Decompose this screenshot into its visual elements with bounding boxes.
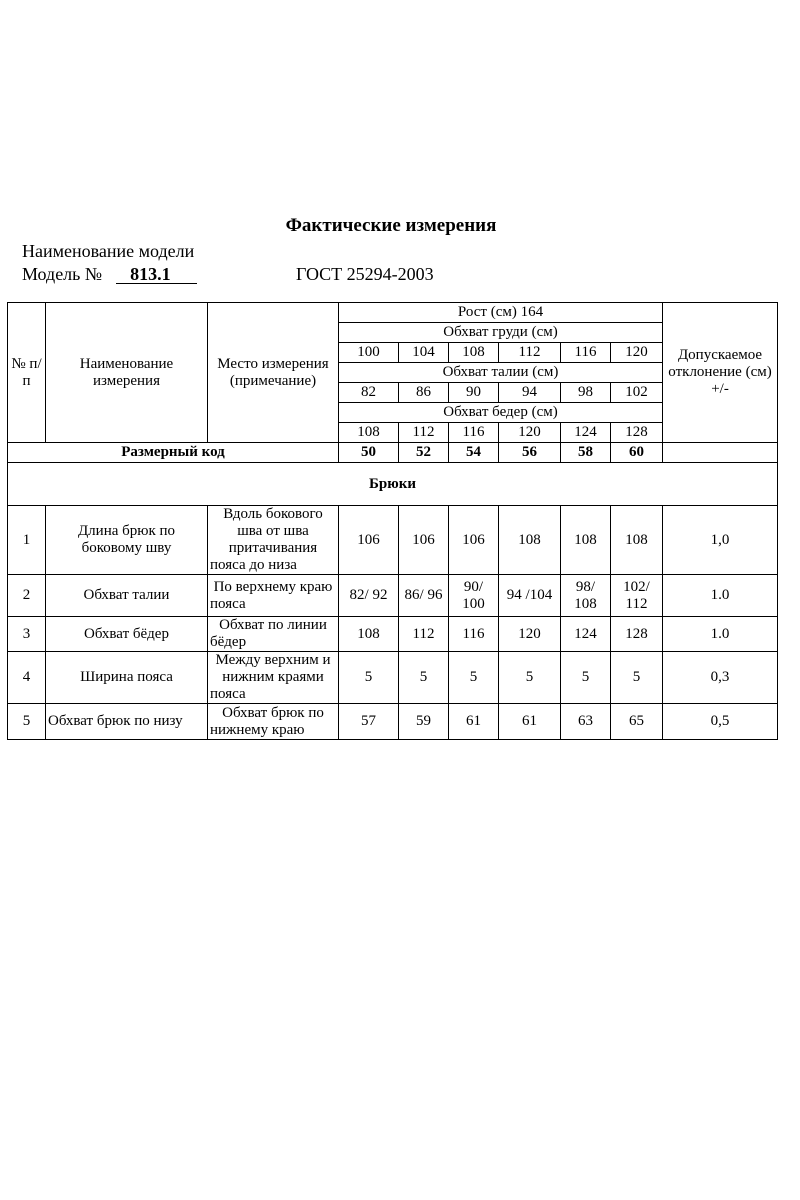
row-value: 116 [449, 617, 499, 652]
size-code: 50 [339, 443, 399, 463]
size-code: 52 [399, 443, 449, 463]
row-value: 108 [339, 617, 399, 652]
row-value: 5 [399, 652, 449, 704]
header-row-height [8, 303, 778, 323]
row-value: 108 [561, 506, 611, 575]
row-number: 3 [8, 617, 46, 652]
header-waist: Обхват талии (см) [339, 363, 663, 383]
row-value: 102/ 112 [611, 575, 663, 617]
row-value: 112 [399, 617, 449, 652]
row-tolerance: 1.0 [663, 617, 778, 652]
gost-standard: ГОСТ 25294-2003 [296, 264, 434, 284]
row-value: 59 [399, 704, 449, 740]
chest-value: 104 [399, 343, 449, 363]
row-value: 106 [339, 506, 399, 575]
header-measurement-place: Место измерения (примечание) [208, 303, 339, 443]
row-name: Обхват талии [46, 575, 208, 617]
row-place: Между верхним и нижним краями пояса [208, 652, 339, 704]
chest-value: 108 [449, 343, 499, 363]
row-tolerance: 1.0 [663, 575, 778, 617]
waist-value: 90 [449, 383, 499, 403]
waist-value: 86 [399, 383, 449, 403]
row-name: Обхват бёдер [46, 617, 208, 652]
row-value: 106 [449, 506, 499, 575]
row-value: 5 [339, 652, 399, 704]
size-code-label: Размерный код [8, 443, 339, 463]
chest-value: 112 [499, 343, 561, 363]
row-place: По верхнему краю пояса [208, 575, 339, 617]
size-code-empty [663, 443, 778, 463]
section-title: Брюки [8, 463, 778, 506]
row-value: 5 [449, 652, 499, 704]
header-hips: Обхват бедер (см) [339, 403, 663, 423]
row-value: 124 [561, 617, 611, 652]
hips-value: 108 [339, 423, 399, 443]
row-value: 94 /104 [499, 575, 561, 617]
row-name: Обхват брюк по низу [46, 704, 208, 740]
row-value: 86/ 96 [399, 575, 449, 617]
row-value: 106 [399, 506, 449, 575]
model-number-label: Модель № [22, 264, 103, 284]
row-value: 90/ 100 [449, 575, 499, 617]
table-row [8, 652, 778, 704]
row-number: 1 [8, 506, 46, 575]
row-value: 61 [449, 704, 499, 740]
waist-value: 102 [611, 383, 663, 403]
measurements-table [7, 302, 778, 740]
row-place: Вдоль бокового шва от шва притачивания пояса до низа [208, 506, 339, 575]
size-code: 58 [561, 443, 611, 463]
waist-value: 82 [339, 383, 399, 403]
row-value: 108 [611, 506, 663, 575]
table-row [8, 506, 778, 575]
row-value: 128 [611, 617, 663, 652]
hips-value: 128 [611, 423, 663, 443]
header-height: Рост (см) 164 [339, 303, 663, 323]
row-number: 2 [8, 575, 46, 617]
row-value: 63 [561, 704, 611, 740]
row-tolerance: 1,0 [663, 506, 778, 575]
row-number: 4 [8, 652, 46, 704]
row-value: 82/ 92 [339, 575, 399, 617]
row-value: 108 [499, 506, 561, 575]
row-value: 5 [561, 652, 611, 704]
header-chest: Обхват груди (см) [339, 323, 663, 343]
hips-value: 124 [561, 423, 611, 443]
row-value: 5 [611, 652, 663, 704]
row-tolerance: 0,3 [663, 652, 778, 704]
row-number: 5 [8, 704, 46, 740]
model-number-line [22, 264, 197, 285]
header-number: № п/ п [8, 303, 46, 443]
row-value: 57 [339, 704, 399, 740]
hips-value: 120 [499, 423, 561, 443]
header-measurement-name: Наименование измерения [46, 303, 208, 443]
row-name: Ширина пояса [46, 652, 208, 704]
size-code: 54 [449, 443, 499, 463]
row-value: 98/ 108 [561, 575, 611, 617]
row-tolerance: 0,5 [663, 704, 778, 740]
chest-value: 120 [611, 343, 663, 363]
waist-value: 94 [499, 383, 561, 403]
size-code-row [8, 443, 778, 463]
row-value: 61 [499, 704, 561, 740]
table-row [8, 617, 778, 652]
row-place: Обхват брюк по нижнему краю [208, 704, 339, 740]
size-code: 60 [611, 443, 663, 463]
row-place: Обхват по линии бёдер [208, 617, 339, 652]
row-value: 65 [611, 704, 663, 740]
row-value: 120 [499, 617, 561, 652]
row-value: 5 [499, 652, 561, 704]
document-title: Фактические измерения [285, 215, 497, 236]
table-row [8, 575, 778, 617]
waist-value: 98 [561, 383, 611, 403]
chest-value: 116 [561, 343, 611, 363]
hips-value: 116 [449, 423, 499, 443]
size-code: 56 [499, 443, 561, 463]
section-row [8, 463, 778, 506]
chest-value: 100 [339, 343, 399, 363]
model-number-value: 813.1 [116, 265, 197, 284]
model-name-label: Наименование модели [22, 241, 195, 261]
table-row [8, 704, 778, 740]
hips-value: 112 [399, 423, 449, 443]
row-name: Длина брюк по боковому шву [46, 506, 208, 575]
header-tolerance: Допускаемое отклонение (см) +/- [663, 303, 778, 443]
